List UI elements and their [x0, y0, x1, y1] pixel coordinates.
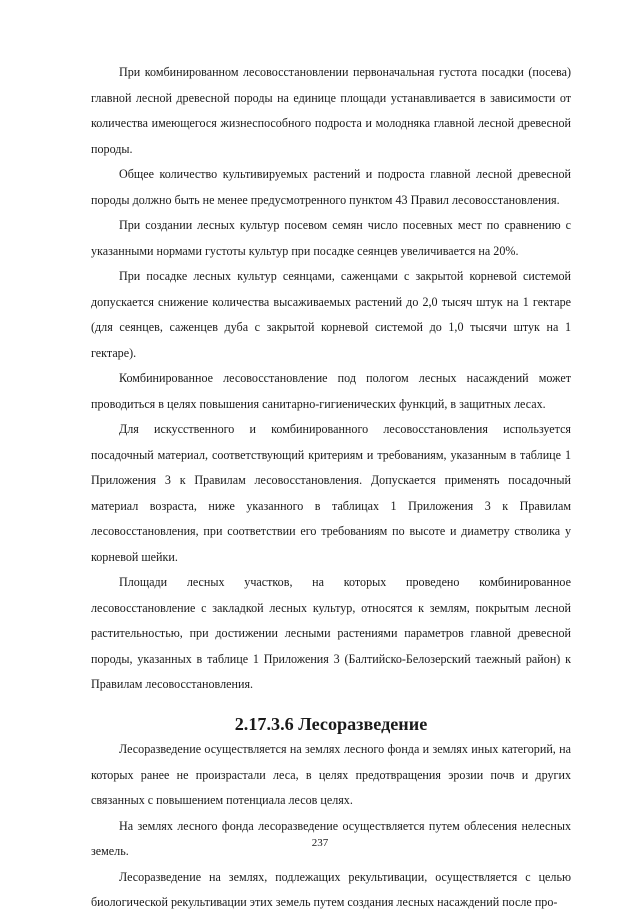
paragraph-reclamation: Лесоразведение на землях, подлежащих рекультивации, осуществляется с целью биологической рекультивации этих земель путем создания лесных насаждений после про- [91, 869, 571, 909]
paragraph-forested-land: Площади лесных участков, на которых проведено комбинированное лесовосстановление с закладкой лесных культур, относятся к землям, покрытым лесной растительностью, при достижении лесными растениями параметров главной древесной породы, указанных в таблице 1 Приложения 3 (Балтийско-Белозерский таежный район) к Правилам лесовосстановления. [91, 575, 571, 691]
paragraph-afforestation-purpose: Лесоразведение осуществляется на землях лесного фонда и землях иных категорий, на которых ранее не произрастали леса, в целях предотвращения эрозии почв и других связанных с повышением потенциала лесов целях. [91, 742, 571, 807]
paragraph-canopy-restoration: Комбинированное лесовосстановление под пологом лесных насаждений может проводиться в целях повышения санитарно-гигиенических функций, в защитных лесах. [91, 371, 571, 411]
paragraph-closed-root-planting: При посадке лесных культур сеянцами, саженцами с закрытой корневой системой допускается снижение количества высаживаемых растений до 2,0 тысяч штук на 1 гектаре (для сеянцев, саженцев дуба с закрытой корневой системой до 1,0 тысячи штук на 1 гектаре). [91, 269, 571, 360]
paragraph-seed-sowing: При создании лесных культур посевом семян число посевных мест по сравнению с указанными нормами густоты культур при посадке сеянцев увеличивается на 20%. [91, 218, 571, 258]
section-heading: 2.17.3.6 Лесоразведение [234, 713, 428, 734]
paragraph-total-plants: Общее количество культивируемых растений и подроста главной лесной древесной породы должно быть не менее предусмотренного пунктом 43 Правил лесовосстановления. [91, 167, 571, 207]
paragraph-non-forest-lands: На землях лесного фонда лесоразведение осуществляется путем облесения нелесных земель. [91, 818, 571, 858]
paragraph-initial-density: При комбинированном лесовосстановлении первоначальная густота посадки (посева) главной лесной древесной породы на единице площади устанавливается в зависимости от количества имеющегося жизнеспособного подроста и молодняка главной лесной древесной породы. [91, 65, 571, 156]
page-number: 237 [311, 837, 329, 849]
paragraph-planting-material: Для искусственного и комбинированного лесовосстановления используется посадочный материал, соответствующий критериям и требованиям, указанным в таблице 1 Приложения 3 к Правилам лесовосстановления. Допускается применять посадочный материал возраста, ниже указанного в таблицах 1 Приложения 3 к Правилам лесовосстановления, при соответствии его требованиям по высоте и диаметру стволика у корневой шейки. [91, 422, 571, 564]
page-content [91, 60, 571, 916]
